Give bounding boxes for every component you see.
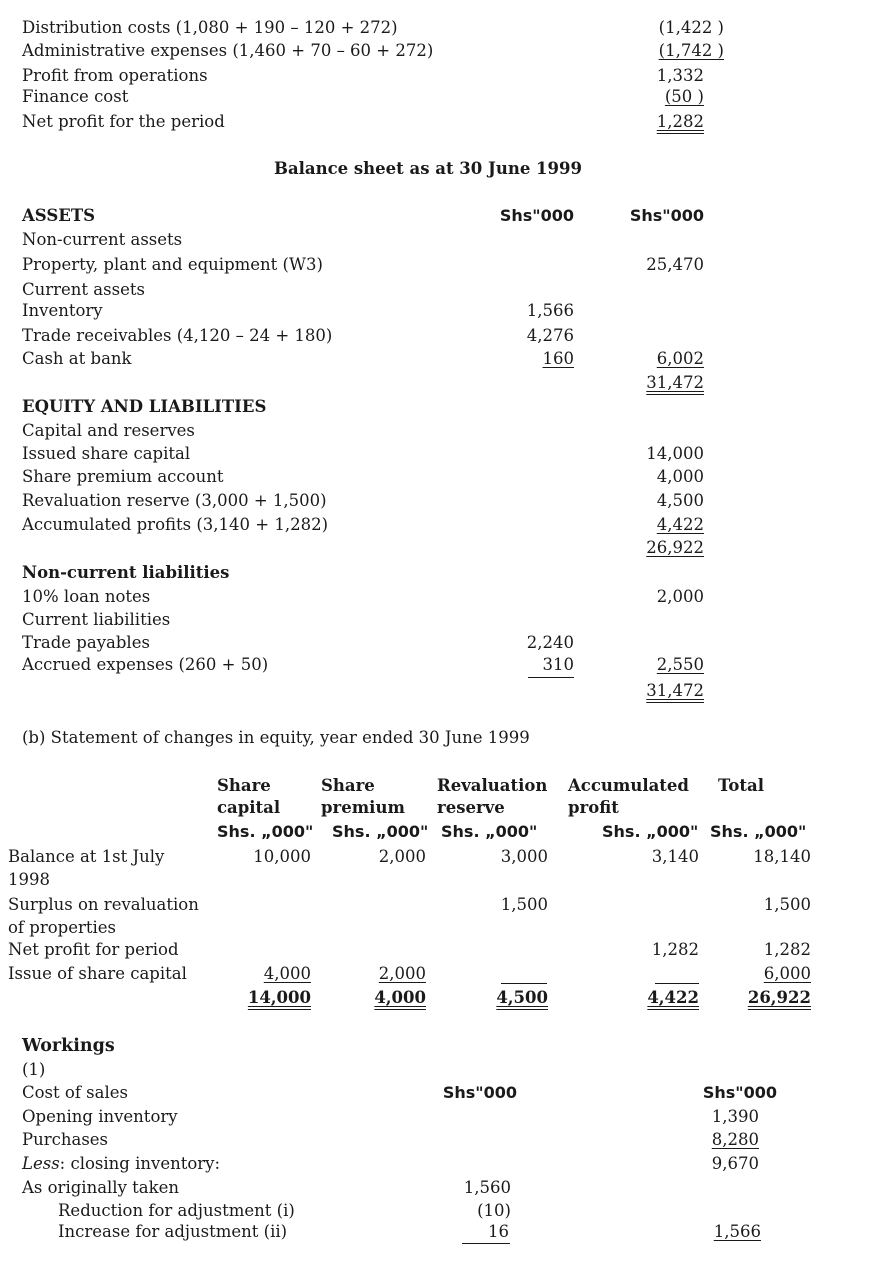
finance-cost-value: (50 ) — [664, 87, 704, 106]
receivables-value: 4,276 — [526, 326, 574, 345]
soce-issue-label: Issue of share capital — [8, 964, 187, 983]
soce-surplus-revaluation: 1,500 — [500, 895, 548, 914]
soce-header-revaluation-2: reserve — [437, 798, 505, 817]
distribution-costs-label: Distribution costs (1,080 + 190 – 120 + 272) — [22, 18, 398, 37]
share-capital-value: 14,000 — [646, 444, 704, 463]
soce-unit-share-premium: Shs. „000" — [332, 822, 429, 841]
non-current-assets-heading: Non-current assets — [22, 230, 183, 249]
soce-unit-total: Shs. „000" — [710, 822, 807, 841]
soce-header-share-capital-2: capital — [217, 798, 281, 817]
soce-closing-total: 26,922 — [747, 988, 811, 1007]
equity-total: 26,922 — [646, 538, 704, 557]
soce-opening-accumulated: 3,140 — [651, 847, 699, 866]
soce-header-share-capital-1: Share — [217, 776, 271, 795]
increase-adjustment-label: Increase for adjustment (ii) — [58, 1222, 288, 1241]
opening-inventory-label: Opening inventory — [22, 1107, 178, 1126]
loan-notes-label: 10% loan notes — [22, 587, 151, 606]
workings-heading: Workings — [22, 1036, 115, 1056]
purchases-label: Purchases — [22, 1130, 109, 1149]
accrued-expenses-value: 310 — [542, 655, 574, 674]
increase-adjustment-value: 16 — [488, 1222, 509, 1241]
soce-header-accumulated-1: Accumulated — [568, 776, 689, 795]
admin-expenses-value: (1,742 ) — [658, 41, 724, 60]
ppe-value: 25,470 — [646, 255, 704, 274]
finance-cost-label: Finance cost — [22, 87, 129, 106]
workings-col1-header: Shs"000 — [442, 1083, 517, 1102]
non-current-liabilities-heading: Non-current liabilities — [22, 563, 230, 582]
soce-opening-share-capital: 10,000 — [253, 847, 311, 866]
soce-title: (b) Statement of changes in equity, year ended 30 June 1999 — [22, 728, 530, 747]
soce-issue-share-capital: 4,000 — [263, 964, 311, 983]
trade-payables-value: 2,240 — [526, 633, 574, 652]
soce-net-profit-label: Net profit for period — [8, 940, 179, 959]
soce-surplus-total: 1,500 — [763, 895, 811, 914]
reduction-adjustment-label: Reduction for adjustment (i) — [58, 1201, 295, 1220]
accumulated-profits-label: Accumulated profits (3,140 + 1,282) — [22, 515, 329, 534]
accrued-underline — [528, 677, 574, 678]
admin-expenses-label: Administrative expenses (1,460 + 70 – 60 + 272) — [22, 41, 434, 60]
soce-issue-share-premium: 2,000 — [378, 964, 426, 983]
soce-opening-revaluation: 3,000 — [500, 847, 548, 866]
net-profit-value: 1,282 — [656, 112, 704, 131]
workings-subtotal: 9,670 — [711, 1154, 759, 1173]
net-profit-label: Net profit for the period — [22, 112, 225, 131]
as-originally-taken-value: 1,560 — [463, 1178, 511, 1197]
cash-value: 160 — [542, 349, 574, 368]
soce-accumulated-rule — [655, 983, 699, 984]
soce-surplus-label-2: of properties — [8, 918, 117, 937]
adjustment-underline — [462, 1243, 510, 1244]
share-capital-label: Issued share capital — [22, 444, 191, 463]
opening-inventory-value: 1,390 — [711, 1107, 759, 1126]
inventory-label: Inventory — [22, 301, 103, 320]
trade-payables-label: Trade payables — [22, 633, 150, 652]
less-closing-inventory-label — [22, 1154, 220, 1174]
soce-opening-label-2: 1998 — [8, 870, 50, 889]
soce-closing-accumulated: 4,422 — [647, 988, 699, 1007]
as-originally-taken-label: As originally taken — [22, 1178, 180, 1197]
soce-net-profit-accumulated: 1,282 — [651, 940, 699, 959]
profit-operations-label: Profit from operations — [22, 66, 208, 85]
revaluation-reserve-label: Revaluation reserve (3,000 + 1,500) — [22, 491, 327, 510]
soce-closing-share-capital: 14,000 — [247, 988, 311, 1007]
distribution-costs-value: (1,422 ) — [658, 18, 724, 37]
reduction-adjustment-value: (10) — [477, 1201, 511, 1220]
soce-issue-total: 6,000 — [763, 964, 811, 983]
soce-closing-share-premium: 4,000 — [374, 988, 426, 1007]
cost-of-sales-label: Cost of sales — [22, 1083, 129, 1102]
closing-inventory-value: 1,566 — [713, 1222, 761, 1241]
revaluation-reserve-value: 4,500 — [656, 491, 704, 510]
soce-header-revaluation-1: Revaluation — [437, 776, 548, 795]
soce-header-accumulated-2: profit — [568, 798, 619, 817]
soce-opening-total: 18,140 — [753, 847, 811, 866]
assets-heading: ASSETS — [22, 206, 96, 225]
receivables-label: Trade receivables (4,120 – 24 + 180) — [22, 326, 333, 345]
share-premium-label: Share premium account — [22, 467, 224, 486]
soce-unit-share-capital: Shs. „000" — [217, 822, 314, 841]
soce-header-share-premium-1: Share — [321, 776, 375, 795]
current-liabilities-heading: Current liabilities — [22, 610, 171, 629]
bs-col1-header: Shs"000 — [499, 206, 574, 225]
inventory-value: 1,566 — [526, 301, 574, 320]
workings-col2-header: Shs"000 — [702, 1083, 777, 1102]
less-prefix: Less — [22, 1154, 60, 1173]
soce-header-share-premium-2: premium — [321, 798, 405, 817]
equity-liabilities-heading: EQUITY AND LIABILITIES — [22, 397, 267, 416]
total-assets: 31,472 — [646, 373, 704, 392]
soce-net-profit-total: 1,282 — [763, 940, 811, 959]
cash-label: Cash at bank — [22, 349, 132, 368]
accumulated-profits-value: 4,422 — [656, 515, 704, 534]
soce-opening-share-premium: 2,000 — [378, 847, 426, 866]
ppe-label: Property, plant and equipment (W3) — [22, 255, 323, 274]
capital-reserves-heading: Capital and reserves — [22, 421, 195, 440]
soce-surplus-label-1: Surplus on revaluation — [8, 895, 199, 914]
workings-number: (1) — [22, 1060, 46, 1079]
accrued-expenses-label: Accrued expenses (260 + 50) — [22, 655, 269, 674]
soce-revaluation-rule — [501, 983, 547, 984]
less-suffix: : closing inventory: — [59, 1154, 221, 1173]
balance-sheet-title: Balance sheet as at 30 June 1999 — [274, 159, 582, 178]
bs-col2-header: Shs"000 — [629, 206, 704, 225]
total-equity-liabilities: 31,472 — [646, 681, 704, 700]
soce-header-total: Total — [718, 776, 764, 795]
soce-closing-revaluation: 4,500 — [496, 988, 548, 1007]
soce-opening-label-1: Balance at 1st July — [8, 847, 165, 866]
share-premium-value: 4,000 — [656, 467, 704, 486]
soce-unit-accumulated: Shs. „000" — [602, 822, 699, 841]
soce-unit-revaluation: Shs. „000" — [441, 822, 538, 841]
loan-notes-value: 2,000 — [656, 587, 704, 606]
current-assets-heading: Current assets — [22, 280, 145, 299]
current-liabilities-total: 2,550 — [656, 655, 704, 674]
purchases-value: 8,280 — [711, 1130, 759, 1149]
profit-operations-value: 1,332 — [656, 66, 704, 85]
current-assets-total: 6,002 — [656, 349, 704, 368]
